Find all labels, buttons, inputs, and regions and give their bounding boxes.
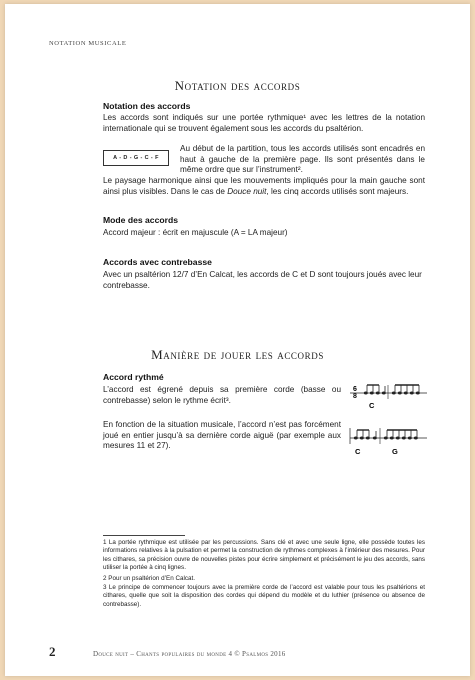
section-title-maniere: Manière de jouer les accords [151,347,324,362]
time-signature-top: 6 [353,386,357,393]
song-title-italic: Douce nuit [227,186,267,196]
chord-label-g: G [392,447,398,456]
footnote-3: 3 Le principe de commencer toujours avec la première corde de l’accord est valable pour tous les psaltérions et cithares, quelle que soit la disposition des cordes qui dépend du modèle et du luthier (présence ou absence de contrebasse). [103,584,425,608]
paragraph-situation-musicale: En fonction de la situation musicale, l’accord n’est pas forcément joué en entier jusqu’à sa dernière corde aiguë (par exemple aux mesures 11 et 27). [103,420,341,451]
section-title-notation: Notation des accords [174,78,301,93]
footnote-rule [103,535,185,536]
footer-text: Douce nuit – Chants populaires du monde 4 © Psalmos 2016 [93,650,286,658]
heading-accord-rythme: Accord rythmé [103,372,164,382]
chord-label-c: C [369,401,375,410]
rhythm-staff-2 [347,424,429,458]
rhythm-example-1 [347,382,429,412]
running-header: NOTATION MUSICALE [49,40,127,47]
chord-label-c-2: C [355,447,361,456]
heading-notation-des-accords: Notation des accords [103,101,191,111]
footnote-1: 1 La portée rythmique est utilisée par les percussions. Sans clé et avec une seule ligne, elle possède toutes les informations relatives à la pulsation et permet la construction de rythmes complexes à l’intérieur des mesures. Pour les cithares, sa précision ouvre de nouvelles pistes pour écrire simplement et précisément le jeu des accords, sans utiliser la portée à cinq lignes. [103,539,425,572]
note-group-2 [354,428,417,444]
rhythm-example-2 [347,424,429,458]
paragraph-accord-egrene: L’accord est égrené depuis sa première corde (basse ou contrebasse) selon le rythme écrit³. [103,385,341,405]
rhythm-staff-1 [347,382,429,412]
paragraph-debut-partition: Au début de la partition, tous les accords utilisés sont encadrés en haut à gauche de la première page. Ils sont présentés dans le même ordre que sur l’instrument². [180,144,425,175]
page-number: 2 [49,644,56,659]
time-signature-bottom: 8 [353,393,357,400]
note-group-1 [364,385,419,399]
page [5,4,470,676]
paysage-text: Le paysage harmonique ainsi que les mouvements impliqués pour la main gauche sont ainsi plus visibles. Dans le cas de [103,176,425,196]
chord-box: A - D - G - C - F [103,150,169,166]
heading-accords-contrebasse: Accords avec contrebasse [103,257,212,267]
paysage-text-end: , les cinq accords utilisés sont majeurs. [266,186,409,196]
paragraph-contrebasse: Avec un psaltérion 12/7 d’En Calcat, les accords de C et D sont toujours joués avec leur contrebasse. [103,270,422,290]
paragraph-paysage-harmonique [103,176,425,197]
heading-mode-des-accords: Mode des accords [103,215,178,225]
paragraph-accord-majeur: Accord majeur : écrit en majuscule (A = LA majeur) [103,228,288,237]
footnote-2: 2 Pour un psaltérion d’En Calcat. [103,575,196,582]
paragraph-notation: Les accords sont indiqués sur une portée rythmique¹ avec les lettres de la notation internationale qui se trouvent également sous les accords du psaltérion. [103,113,425,133]
